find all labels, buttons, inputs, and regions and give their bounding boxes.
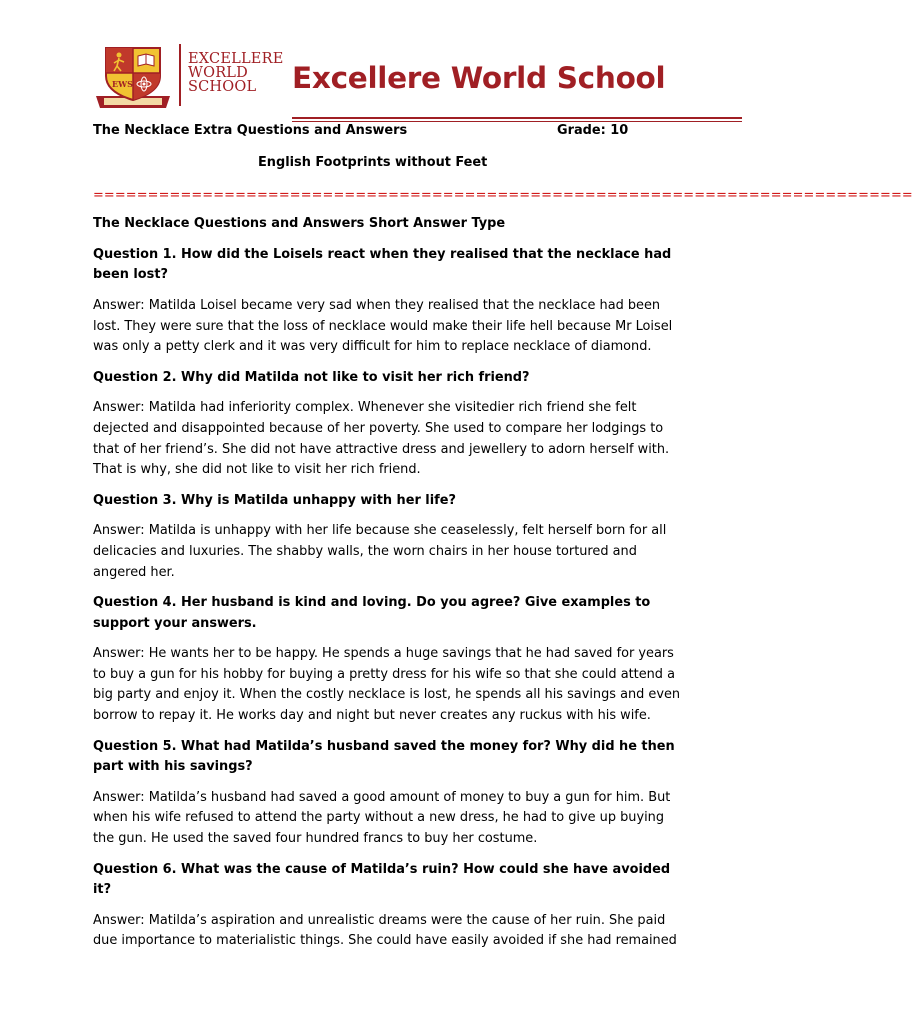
title-row xyxy=(93,121,683,141)
letterhead xyxy=(92,40,742,120)
school-name: Excellere World School xyxy=(292,61,666,95)
subject-line: English Footprints without Feet xyxy=(258,155,488,170)
question-5: Question 5. What had Matilda’s husband saved the money for? Why did he then part with his savings? xyxy=(93,738,675,775)
school-crest-logo xyxy=(92,42,174,112)
header-rule xyxy=(292,117,742,119)
logo-wordmark xyxy=(188,52,298,94)
answer-3: Answer: Matilda is unhappy with her life because she ceaselessly, felt herself born for all delicacies and luxuries. The shabby walls, the worn chairs in her house tortured and angered her. xyxy=(93,523,667,580)
answer-5: Answer: Matilda’s husband had saved a good amount of money to buy a gun for him. But when his wife refused to attend the party without a new dress, he had to give up buying the gun. He used the saved four hundred francs to buy her costume. xyxy=(93,789,671,847)
logo-divider xyxy=(179,44,181,106)
section-heading: The Necklace Questions and Answers Short Answer Type xyxy=(93,216,506,232)
equals-divider: =========================================================================== xyxy=(93,187,913,203)
logo-word: EXCELLERE xyxy=(188,51,284,67)
grade-label: Grade: 10 xyxy=(557,123,629,138)
answer-1: Answer: Matilda Loisel became very sad when they realised that the necklace had been lost. They were sure that the loss of necklace would make their life hell because Mr Loisel was only a petty clerk and it was very difficult for him to replace necklace of diamond. xyxy=(93,297,673,355)
answer-4: Answer: He wants her to be happy. He spends a huge savings that he had saved for years to buy a gun for his hobby for buying a pretty dress for his wife so that she could attend a big party and enjoy it. When the costly necklace is lost, he spends all his savings and even borrow to repay it. He works day and night but never creates any ruckus with his wife. xyxy=(93,646,681,724)
answer-2: Answer: Matilda had inferiority complex. Whenever she visitedier rich friend she felt dejected and disappointed because of her poverty. She used to compare her lodgings to that of her friend’s. She did not have attractive dress and jewellery to adorn herself with. That is why, she did not like to visit her rich friend. xyxy=(93,400,670,478)
question-4: Question 4. Her husband is kind and loving. Do you agree? Give examples to support your answers. xyxy=(93,595,651,631)
question-2: Question 2. Why did Matilda not like to visit her rich friend? xyxy=(93,369,530,385)
logo-word: WORLD xyxy=(188,65,248,81)
document-title: The Necklace Extra Questions and Answers xyxy=(93,123,408,138)
question-6: Question 6. What was the cause of Matilda’s ruin? How could she have avoided it? xyxy=(93,861,671,898)
question-1: Question 1. How did the Loisels react when they realised that the necklace had been lost? xyxy=(93,246,672,283)
logo-word: SCHOOL xyxy=(188,79,257,95)
document-body xyxy=(93,121,913,952)
question-3: Question 3. Why is Matilda unhappy with her life? xyxy=(93,492,456,508)
svg-text:EWS: EWS xyxy=(112,79,133,89)
answer-6: Answer: Matilda’s aspiration and unrealistic dreams were the cause of her ruin. She paid due importance to materialistic things. She could have easily avoided if she had remained xyxy=(93,912,677,949)
